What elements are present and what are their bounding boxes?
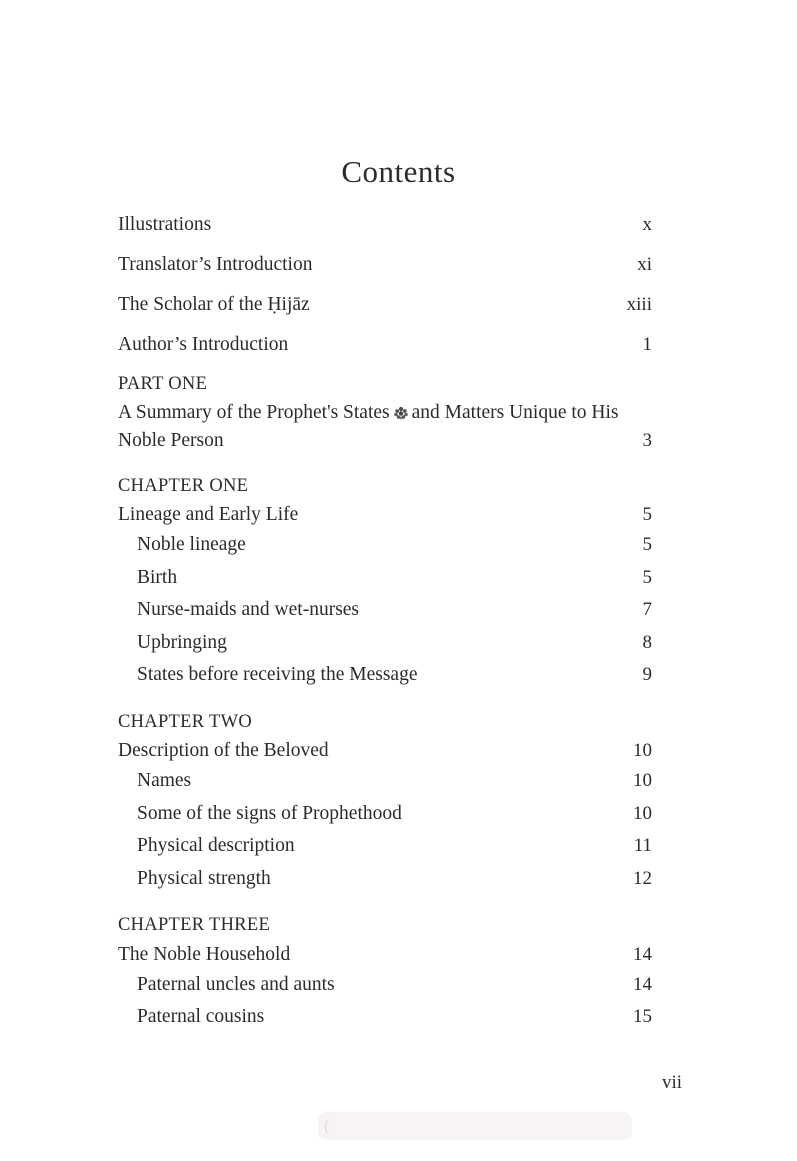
- toc-entry-page: xi: [637, 254, 652, 275]
- toc-subentry-page: 5: [642, 534, 652, 555]
- toc-subentry: [118, 798, 675, 831]
- page-title: Contents: [341, 154, 456, 189]
- toc-subentry: [118, 1001, 675, 1034]
- front-matter-list: [118, 205, 675, 365]
- toc-subentry: [118, 765, 675, 798]
- prophet-honorific-icon: [392, 401, 410, 416]
- chapter-title-entry: [118, 500, 675, 529]
- toc-subentry-label: Some of the signs of Prophethood: [137, 802, 402, 824]
- toc-subentry: [118, 562, 675, 595]
- toc-entry: [118, 325, 675, 365]
- chapter-one-block: [118, 472, 675, 692]
- folio-page-number: vii: [661, 1072, 682, 1093]
- toc-subentry: [118, 863, 675, 896]
- toc-subentry-label: Birth: [137, 566, 178, 588]
- toc-subentry: [118, 529, 675, 562]
- toc-entry: [118, 205, 675, 245]
- toc-subentry: [118, 594, 675, 627]
- toc-subentry: [118, 969, 675, 1002]
- chapter-title-entry: [118, 940, 675, 969]
- part-title-text-after: and Matters Unique to His: [411, 401, 619, 423]
- toc-subentry-page: 5: [642, 566, 652, 588]
- toc-entry-page: xiii: [626, 294, 652, 315]
- toc-subentry-page: 7: [642, 599, 652, 620]
- toc-subentry-page: 9: [642, 664, 652, 685]
- toc-entry-label: The Scholar of the Ḥijāz: [118, 294, 310, 315]
- toc-subentry-label: Nurse-maids and wet-nurses: [137, 599, 360, 620]
- toc-entry-page: x: [642, 214, 652, 235]
- faint-watermark: [318, 1112, 632, 1140]
- toc-subentry-label: Physical strength: [137, 867, 271, 889]
- toc-subentry-page: 11: [633, 835, 652, 856]
- chapter-heading: CHAPTER ONE: [118, 475, 249, 496]
- toc-entry-label: Translator’s Introduction: [118, 254, 313, 275]
- chapter-title: The Noble Household: [118, 943, 291, 965]
- part-title-text-before: A Summary of the Prophet's States: [118, 401, 390, 423]
- part-title-line-2: [118, 427, 675, 456]
- part-title-line-1: [118, 399, 675, 428]
- toc-entry: [118, 285, 675, 325]
- toc-subentry-label: States before receiving the Message: [137, 664, 418, 685]
- table-of-contents: [118, 205, 675, 1034]
- part-title-text-end: Noble Person: [118, 430, 224, 451]
- part-one-block: [118, 370, 675, 456]
- toc-subentry-label: Noble lineage: [137, 534, 246, 555]
- toc-subentry-label: Paternal cousins: [137, 1006, 265, 1027]
- toc-subentry-label: Names: [137, 770, 192, 791]
- toc-subentry-page: 15: [633, 1006, 652, 1027]
- toc-subentry-label: Paternal uncles and aunts: [137, 973, 335, 995]
- toc-subentry: [118, 627, 675, 660]
- toc-subentry-page: 10: [633, 770, 652, 791]
- chapter-title: Lineage and Early Life: [118, 504, 299, 525]
- toc-subentry-page: 14: [633, 973, 652, 995]
- chapter-title: Description of the Beloved: [118, 740, 329, 761]
- toc-entry-label: Illustrations: [118, 214, 212, 235]
- toc-subentry-page: 8: [642, 631, 652, 653]
- toc-entry-label: Author’s Introduction: [118, 334, 289, 355]
- chapter-page: 10: [633, 740, 652, 761]
- toc-subentry-label: Physical description: [137, 835, 295, 856]
- toc-subentry-page: 10: [633, 802, 652, 824]
- chapter-two-block: [118, 708, 675, 896]
- chapter-three-block: [118, 911, 675, 1034]
- toc-subentry: [118, 659, 675, 692]
- toc-subentry-label: Upbringing: [137, 631, 227, 653]
- chapter-heading: CHAPTER TWO: [118, 711, 253, 732]
- toc-subentry-page: 12: [633, 867, 652, 889]
- part-heading: PART ONE: [118, 374, 208, 394]
- watermark-mark: (: [324, 1116, 330, 1135]
- toc-entry: [118, 245, 675, 285]
- part-page: 3: [642, 430, 652, 451]
- chapter-title-entry: [118, 736, 675, 765]
- toc-subentry: [118, 830, 675, 863]
- chapter-page: 14: [633, 943, 652, 965]
- chapter-page: 5: [642, 504, 652, 525]
- toc-entry-page: 1: [642, 334, 652, 355]
- chapter-heading: CHAPTER THREE: [118, 915, 271, 935]
